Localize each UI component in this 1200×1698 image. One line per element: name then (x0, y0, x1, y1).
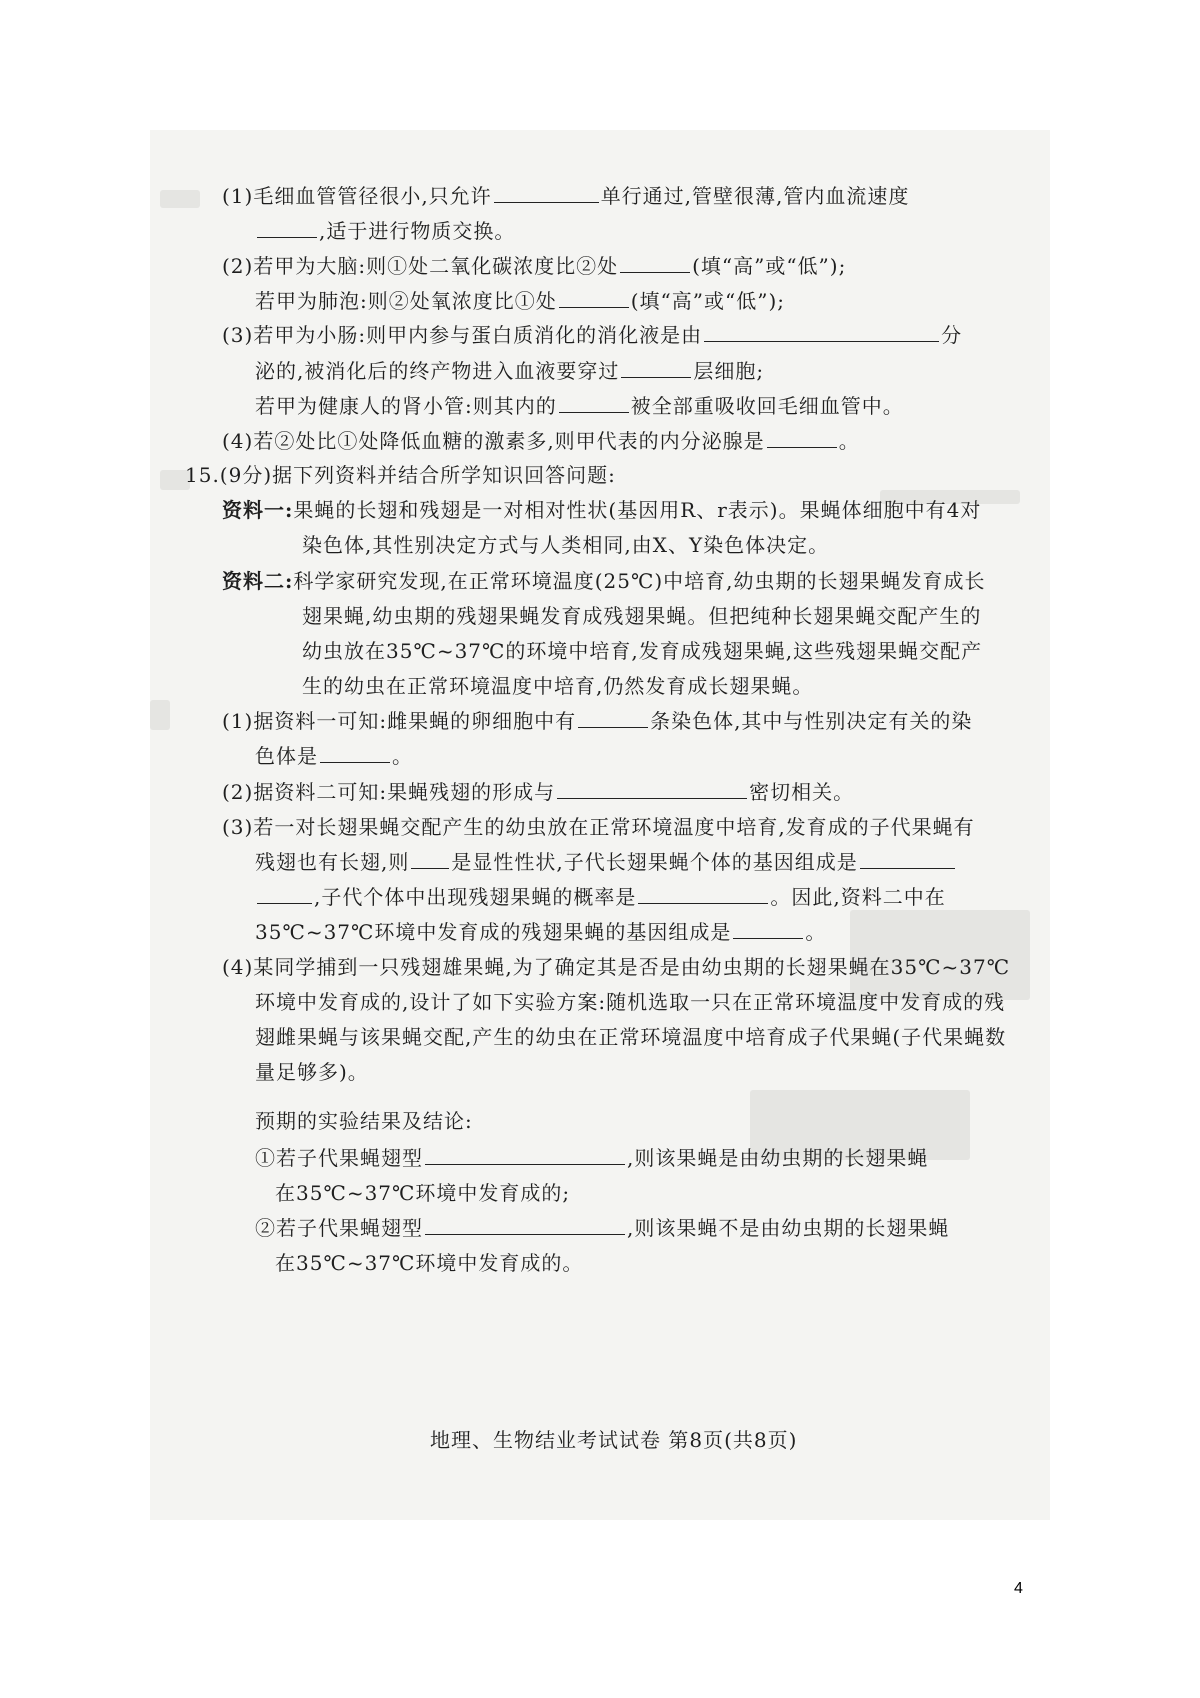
q15-part-4-line-3: 翅雌果蝇与该果蝇交配,产生的幼虫在正常环境温度中培育成子代果蝇(子代果蝇数 (255, 1025, 1007, 1049)
material-1-line-2: 染色体,其性别决定方式与人类相同,由X、Y染色体决定。 (302, 533, 830, 557)
q14-line-7: 若甲为健康人的肾小管:则其内的 被全部重吸收回毛细血管中。 (255, 394, 904, 418)
page-number: 4 (1014, 1580, 1023, 1597)
q15-part-4-line-5: 预期的实验结果及结论: (255, 1109, 473, 1133)
material-2-line-3: 幼虫放在35℃~37℃的环境中培育,发育成残翅果蝇,这些残翅果蝇交配产 (302, 639, 983, 663)
q15-part-3-line-4: 35℃~37℃环境中发育成的残翅果蝇的基因组成是 。 (255, 920, 827, 944)
material-1-line-1: 资料一:果蝇的长翅和残翅是一对相对性状(基因用R、r表示)。果蝇体细胞中有4对 (222, 498, 982, 522)
q15-header: 15.(9分)据下列资料并结合所学知识回答问题: (185, 463, 616, 487)
q14-line-6: 泌的,被消化后的终产物进入血液要穿过 层细胞; (255, 359, 765, 383)
material-2-line-1: 资料二:科学家研究发现,在正常环境温度(25℃)中培育,幼虫期的长翅果蝇发育成长 (222, 569, 986, 593)
q14-line-1: (1)毛细血管管径很小,只允许 单行通过,管壁很薄,管内血流速度 (222, 184, 910, 208)
scan-smudge (150, 700, 170, 730)
result-1-line-2: 在35℃~37℃环境中发育成的; (275, 1181, 571, 1205)
q15-part-4-line-1: (4)某同学捕到一只残翅雄果蝇,为了确定其是否是由幼虫期的长翅果蝇在35℃~37℃ (222, 955, 1011, 979)
result-2-line-1: ②若子代果蝇翅型 ,则该果蝇不是由幼虫期的长翅果蝇 (255, 1216, 950, 1240)
result-1-line-1: ①若子代果蝇翅型 ,则该果蝇是由幼虫期的长翅果蝇 (255, 1146, 929, 1170)
q15-part-4-line-2: 环境中发育成的,设计了如下实验方案:随机选取一只在正常环境温度中发育成的残 (255, 990, 1006, 1014)
q15-part-3-line-3: ,子代个体中出现残翅果蝇的概率是 。因此,资料二中在 (255, 884, 946, 910)
q15-part-3-line-2: 残翅也有长翅,则 是显性性状,子代长翅果蝇个体的基因组成是 (255, 849, 957, 875)
exam-footer: 地理、生物结业考试试卷 第8页(共8页) (430, 1428, 798, 1452)
q15-part-3-line-1: (3)若一对长翅果蝇交配产生的幼虫放在正常环境温度中培育,发育成的子代果蝇有 (222, 815, 975, 839)
scan-smudge (160, 190, 200, 208)
q15-part-1-line-2: 色体是 。 (255, 744, 413, 768)
q14-line-3: (2)若甲为大脑:则①处二氧化碳浓度比②处 (填“高”或“低”); (222, 254, 847, 278)
q15-part-4-line-4: 量足够多)。 (255, 1060, 369, 1084)
q14-line-5: (3)若甲为小肠:则甲内参与蛋白质消化的消化液是由 分 (222, 323, 963, 347)
q14-line-4: 若甲为肺泡:则②处氧浓度比①处 (填“高”或“低”); (255, 289, 785, 313)
q15-part-1-line-1: (1)据资料一可知:雌果蝇的卵细胞中有 条染色体,其中与性别决定有关的染 (222, 709, 973, 733)
q14-line-2: ,适于进行物质交换。 (255, 218, 515, 244)
material-2-line-2: 翅果蝇,幼虫期的残翅果蝇发育成残翅果蝇。但把纯种长翅果蝇交配产生的 (302, 604, 982, 628)
material-2-line-4: 生的幼虫在正常环境温度中培育,仍然发育成长翅果蝇。 (302, 674, 814, 698)
result-2-line-2: 在35℃~37℃环境中发育成的。 (275, 1251, 584, 1275)
q14-line-8: (4)若②处比①处降低血糖的激素多,则甲代表的内分泌腺是 。 (222, 429, 860, 453)
q15-part-2: (2)据资料二可知:果蝇残翅的形成与 密切相关。 (222, 780, 855, 804)
